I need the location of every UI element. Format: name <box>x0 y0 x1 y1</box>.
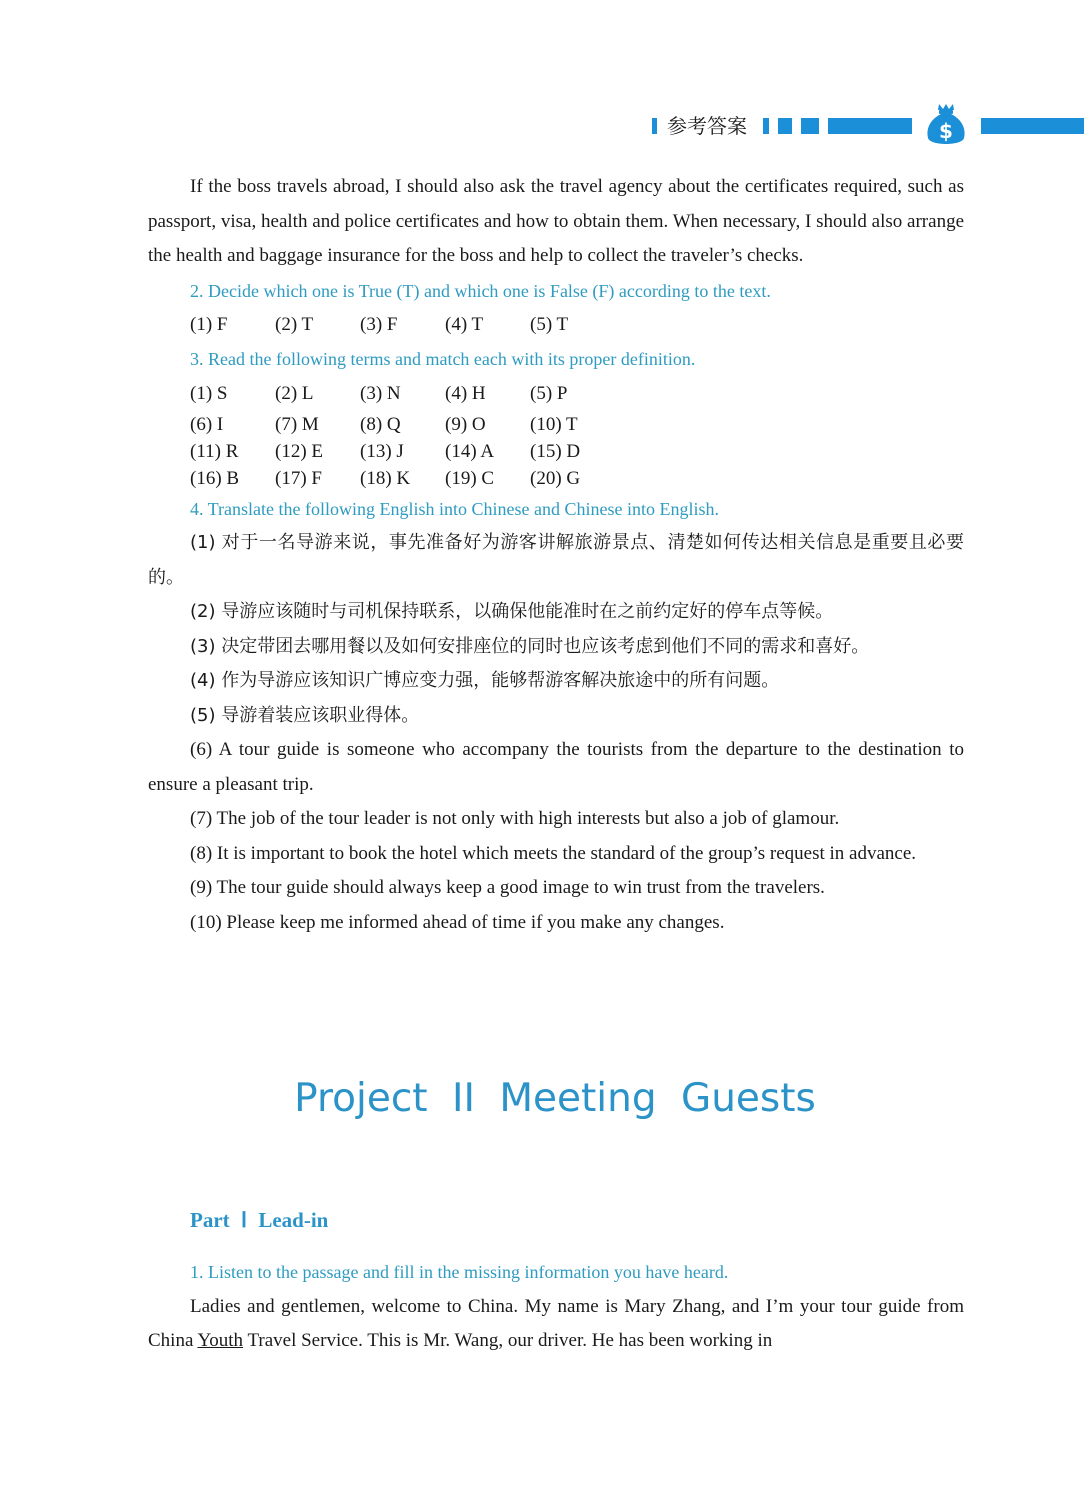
answer-item: (12) E <box>275 440 324 462</box>
answer-item: (9) O <box>445 413 486 435</box>
translation-item: (8) It is important to book the hotel which meets the standard of the group’s request in advance. <box>190 842 917 864</box>
answer-row <box>148 377 964 411</box>
translation-item: (1) 对于一名导游来说，事先准备好为游客讲解旅游景点、清楚如何传达相关信息是重要且必要的。 <box>148 532 964 588</box>
answer-content <box>148 170 964 940</box>
header-tick <box>763 118 769 134</box>
answer-item: (4) H <box>445 382 486 404</box>
translation-item: (5) 导游着装应该职业得体。 <box>190 704 420 726</box>
translation-item: (7) The job of the tour leader is not only with high interests but also a job of glamour. <box>190 808 840 829</box>
lead-in-prompt: 1. Listen to the passage and fill in the missing information you have heard. <box>190 1262 729 1282</box>
answer-item: (13) J <box>360 440 404 462</box>
answer-item: (20) G <box>530 467 581 489</box>
translation-item: (3) 决定带团去哪用餐以及如何安排座位的同时也应该考虑到他们不同的需求和喜好。 <box>190 635 870 657</box>
answer-item: (10) T <box>530 413 578 435</box>
question-3-prompt: 3. Read the following terms and match each with its proper definition. <box>190 349 696 369</box>
translation-item: (10) Please keep me informed ahead of time if you make any changes. <box>190 911 725 933</box>
answer-item: (17) F <box>275 467 322 489</box>
answer-item: (18) K <box>360 467 411 489</box>
translation-item: (6) A tour guide is someone who accompany the tourists from the departure to the destination to ensure a pleasant trip. <box>148 739 964 795</box>
question-4-prompt: 4. Translate the following English into Chinese and Chinese into English. <box>190 498 719 519</box>
intro-paragraph: If the boss travels abroad, I should also ask the travel agency about the certificates required, such as passport, visa, health and police certificates and how to obtain them. When necessary, I should also arrange the health and baggage insurance for the boss and help to collect the traveler’s checks. <box>148 176 964 266</box>
svg-text:$: $ <box>939 119 953 143</box>
page-header <box>0 100 1084 150</box>
answer-item: (3) N <box>360 382 401 404</box>
answer-row <box>148 465 964 492</box>
answer-item: (2) T <box>275 314 314 335</box>
header-block <box>778 118 792 134</box>
answer-item: (7) M <box>275 413 319 435</box>
answer-item: (6) I <box>190 413 224 435</box>
answer-item: (4) T <box>445 314 484 335</box>
answer-item: (1) F <box>190 314 228 335</box>
answer-item: (3) F <box>360 314 398 335</box>
header-title: 参考答案 <box>667 114 747 138</box>
translation-item: (2) 导游应该随时与司机保持联系，以确保他能准时在之前约定好的停车点等候。 <box>190 601 834 622</box>
header-stripe-right <box>981 118 1084 134</box>
answer-row <box>148 411 964 438</box>
question-2-prompt: 2. Decide which one is True (T) and which one is False (F) according to the text. <box>190 280 771 301</box>
answer-row <box>148 438 964 465</box>
lead-in-text-after: Travel Service. This is Mr. Wang, our driver. He has been working in <box>243 1330 773 1351</box>
header-block <box>801 118 819 134</box>
answer-row <box>148 308 964 342</box>
answer-item: (5) P <box>530 382 568 404</box>
answer-item: (11) R <box>190 440 239 462</box>
lead-in-paragraph <box>148 1290 964 1359</box>
lead-in-text-before: Ladies and gentlemen, welcome to China. My name is Mary Zhang, and I’m your tour guide from China <box>148 1295 964 1351</box>
header-tick <box>652 118 657 134</box>
answer-item: (2) L <box>275 382 314 404</box>
answer-item: (1) S <box>190 382 228 404</box>
answer-item: (19) C <box>445 467 495 489</box>
part-heading: Part Ⅰ Lead-in <box>190 1208 329 1232</box>
project-title: Project II Meeting Guests <box>294 1076 816 1121</box>
filled-answer: Youth <box>197 1330 244 1351</box>
header-stripe <box>828 118 912 134</box>
answer-item: (8) Q <box>360 413 401 435</box>
lead-in-section <box>148 1255 964 1359</box>
money-bag-icon <box>923 100 969 148</box>
translation-item: (4) 作为导游应该知识广博应变力强，能够帮游客解决旅途中的所有问题。 <box>190 670 780 691</box>
answer-item: (14) A <box>445 440 495 462</box>
answer-item: (5) T <box>530 314 569 335</box>
answer-item: (16) B <box>190 467 240 489</box>
answer-item: (15) D <box>530 440 581 462</box>
translation-item: (9) The tour guide should always keep a good image to win trust from the travelers. <box>190 877 825 898</box>
